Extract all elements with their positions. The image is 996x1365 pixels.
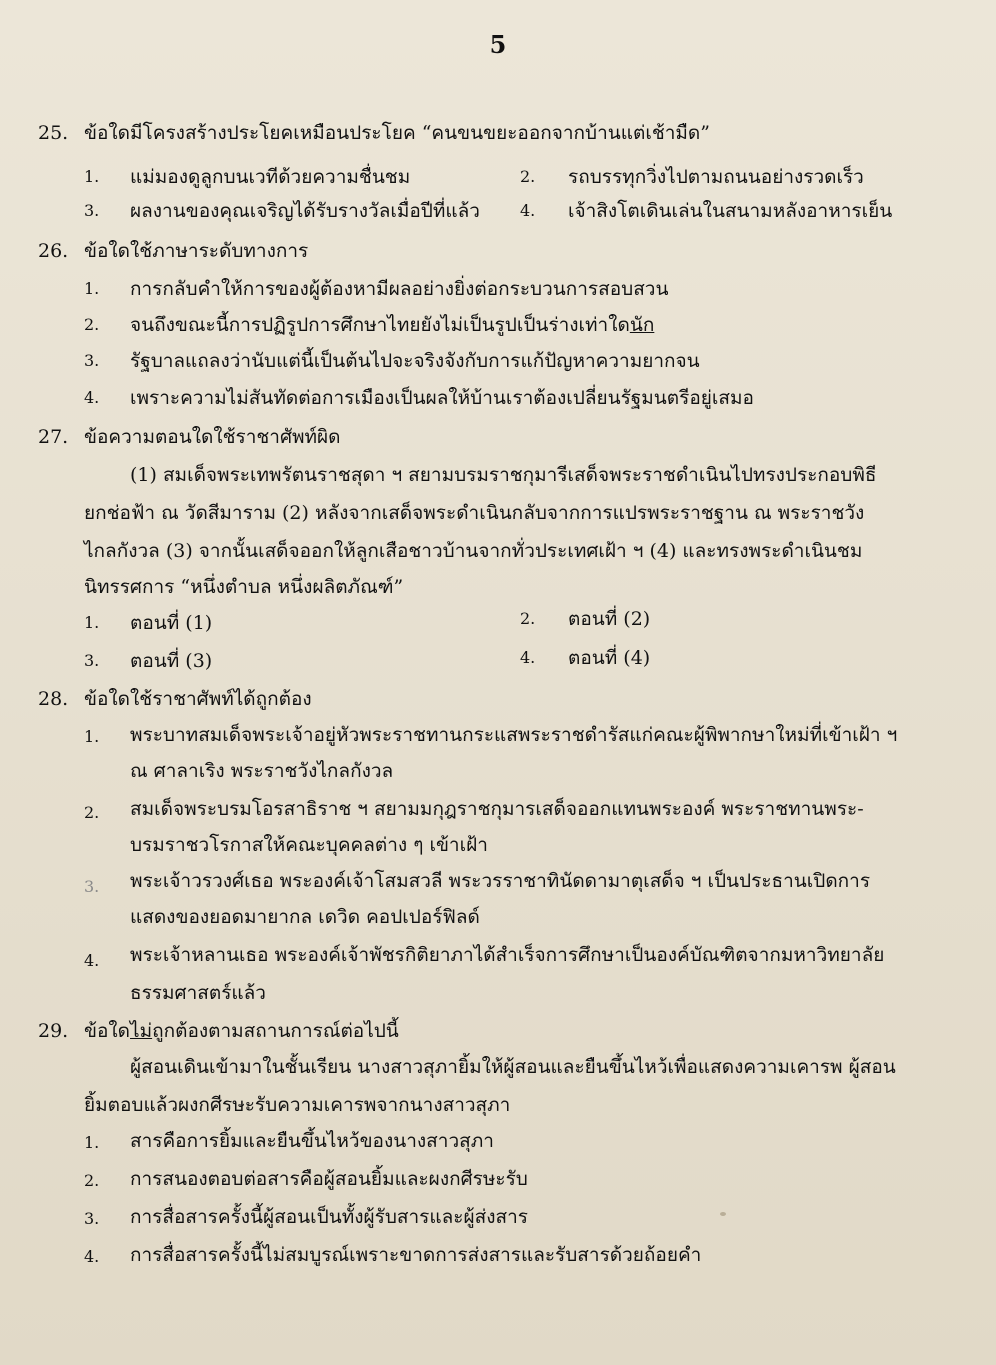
- q26-option-4-number: 4.: [84, 388, 100, 407]
- q26-option-2-underlined-word: นัก: [629, 314, 655, 336]
- question-29-text-post: ถูกต้องตามสถานการณ์ต่อไปนี้: [152, 1020, 399, 1042]
- q27-passage-line-2: ยกช่อฟ้า ณ วัดสีมาราม (2) หลังจากเสด็จพระดำเนินกลับจากการแปรพระราชฐาน ณ พระราชวัง: [84, 502, 865, 524]
- q26-option-2-text-main: จนถึงขณะนี้การปฏิรูปการศึกษาไทยยังไม่เป็นรูปเป็นร่างเท่าใด: [130, 314, 630, 336]
- q25-option-1-text: แม่มองดูลูกบนเวทีด้วยความชื่นชม: [130, 166, 411, 188]
- q29-option-4-number: 4.: [84, 1247, 100, 1266]
- q27-option-3-text: ตอนที่ (3): [130, 650, 213, 672]
- q28-option-2-number: 2.: [84, 803, 100, 822]
- q29-option-2-text: การสนองตอบต่อสารคือผู้สอนยิ้มและผงกศีรษะรับ: [130, 1168, 528, 1190]
- question-26-number: 26.: [38, 240, 69, 262]
- q27-passage-line-3: ไกลกังวล (3) จากนั้นเสด็จออกให้ลูกเสือชาวบ้านจากทั่วประเทศเฝ้า ฯ (4) และทรงพระดำเนินชม: [84, 540, 863, 562]
- q26-option-1-number: 1.: [84, 279, 100, 298]
- q25-option-2-text: รถบรรทุกวิ่งไปตามถนนอย่างรวดเร็ว: [568, 166, 864, 188]
- q28-option-2-line-1: สมเด็จพระบรมโอรสาธิราช ฯ สยามมกุฎราชกุมารเสด็จออกแทนพระองค์ พระราชทานพระ-: [130, 798, 864, 820]
- q26-option-4-text: เพราะความไม่สันทัดต่อการเมืองเป็นผลให้บ้านเราต้องเปลี่ยนรัฐมนตรีอยู่เสมอ: [130, 387, 754, 409]
- q28-option-2-line-2: บรมราชวโรกาสให้คณะบุคคลต่าง ๆ เข้าเฝ้า: [130, 834, 488, 856]
- question-28-text: ข้อใดใช้ราชาศัพท์ได้ถูกต้อง: [84, 688, 312, 710]
- q29-option-3-number: 3.: [84, 1209, 100, 1228]
- page-number: 5: [489, 30, 507, 59]
- q27-option-4-number: 4.: [520, 648, 536, 667]
- q25-option-3-number: 3.: [84, 201, 100, 220]
- question-27-number: 27.: [38, 426, 69, 448]
- q26-option-3-text: รัฐบาลแถลงว่านับแต่นี้เป็นต้นไปจะจริงจังกับการแก้ปัญหาความยากจน: [130, 350, 700, 372]
- question-28-number: 28.: [38, 688, 69, 710]
- q28-option-4-line-2: ธรรมศาสตร์แล้ว: [130, 982, 266, 1004]
- q27-option-4-text: ตอนที่ (4): [568, 647, 651, 669]
- q28-option-1-line-2: ณ ศาลาเริง พระราชวังไกลกังวล: [130, 760, 394, 782]
- q27-option-2-number: 2.: [520, 609, 536, 628]
- question-29-text-pre: ข้อใด: [84, 1020, 131, 1042]
- q25-option-4-text: เจ้าสิงโตเดินเล่นในสนามหลังอาหารเย็น: [568, 200, 893, 222]
- question-25-text: ข้อใดมีโครงสร้างประโยคเหมือนประโยค “คนขนขยะออกจากบ้านแต่เช้ามืด”: [84, 122, 710, 144]
- q26-option-1-text: การกลับคำให้การของผู้ต้องหามีผลอย่างยิ่งต่อกระบวนการสอบสวน: [130, 278, 669, 300]
- q27-option-1-number: 1.: [84, 613, 100, 632]
- question-29-number: 29.: [38, 1020, 69, 1042]
- q26-option-3-number: 3.: [84, 351, 100, 370]
- q25-option-1-number: 1.: [84, 167, 100, 186]
- q27-passage-line-1: (1) สมเด็จพระเทพรัตนราชสุดา ฯ สยามบรมราชกุมารีเสด็จพระราชดำเนินไปทรงประกอบพิธี: [130, 464, 877, 486]
- q28-option-3-number: 3.: [84, 877, 100, 896]
- q25-option-4-number: 4.: [520, 201, 536, 220]
- q29-passage-line-2: ยิ้มตอบแล้วผงกศีรษะรับความเคารพจากนางสาวสุภา: [84, 1094, 511, 1116]
- q29-option-3-text: การสื่อสารครั้งนี้ผู้สอนเป็นทั้งผู้รับสารและผู้ส่งสาร: [130, 1206, 528, 1228]
- q29-option-1-number: 1.: [84, 1133, 100, 1152]
- question-29-underlined-word: ไม่: [130, 1020, 153, 1042]
- question-25-number: 25.: [38, 122, 69, 144]
- q29-option-1-text: สารคือการยิ้มและยืนขึ้นไหว้ของนางสาวสุภา: [130, 1130, 494, 1152]
- q28-option-3-line-1: พระเจ้าวรวงศ์เธอ พระองค์เจ้าโสมสวลี พระวรราชาทินัดดามาตุเสด็จ ฯ เป็นประธานเปิดการ: [130, 870, 871, 892]
- q25-option-3-text: ผลงานของคุณเจริญได้รับรางวัลเมื่อปีที่แล้ว: [130, 200, 480, 222]
- question-27-text: ข้อความตอนใดใช้ราชาศัพท์ผิด: [84, 426, 341, 448]
- q29-option-2-number: 2.: [84, 1171, 100, 1190]
- paper-stain: [720, 1212, 726, 1216]
- question-29-text: [84, 1018, 399, 1044]
- q29-passage-line-1: ผู้สอนเดินเข้ามาในชั้นเรียน นางสาวสุภายิ้มให้ผู้สอนและยืนขึ้นไหว้เพื่อแสดงความเคารพ ผู้สอน: [130, 1056, 896, 1078]
- q25-option-2-number: 2.: [520, 167, 536, 186]
- q26-option-2-text: [130, 312, 654, 338]
- q28-option-3-line-2: แสดงของยอดมายากล เดวิด คอปเปอร์ฟิลด์: [130, 906, 480, 928]
- q26-option-2-number: 2.: [84, 315, 100, 334]
- q27-option-1-text: ตอนที่ (1): [130, 612, 213, 634]
- q27-passage-line-4: นิทรรศการ “หนึ่งตำบล หนึ่งผลิตภัณฑ์”: [84, 576, 404, 598]
- q29-option-4-text: การสื่อสารครั้งนี้ไม่สมบูรณ์เพราะขาดการส่งสารและรับสารด้วยถ้อยคำ: [130, 1244, 702, 1266]
- q27-option-3-number: 3.: [84, 651, 100, 670]
- q28-option-1-number: 1.: [84, 727, 100, 746]
- q27-option-2-text: ตอนที่ (2): [568, 608, 651, 630]
- q28-option-1-line-1: พระบาทสมเด็จพระเจ้าอยู่หัวพระราชทานกระแสพระราชดำรัสแก่คณะผู้พิพากษาใหม่ที่เข้าเฝ้า ฯ: [130, 724, 898, 746]
- q28-option-4-line-1: พระเจ้าหลานเธอ พระองค์เจ้าพัชรกิติยาภาได้สำเร็จการศึกษาเป็นองค์บัณฑิตจากมหาวิทยาลัย: [130, 944, 885, 966]
- question-26-text: ข้อใดใช้ภาษาระดับทางการ: [84, 240, 309, 262]
- q28-option-4-number: 4.: [84, 951, 100, 970]
